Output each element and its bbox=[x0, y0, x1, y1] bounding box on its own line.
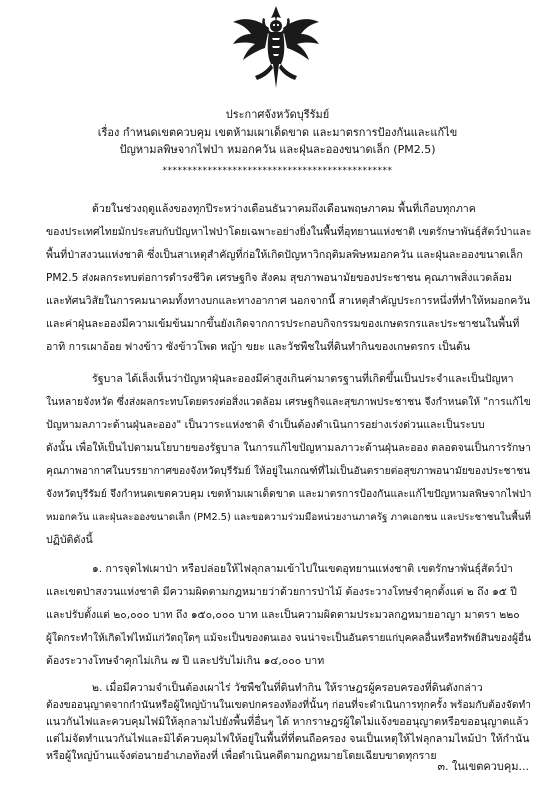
announcement-title: ประกาศจังหวัดบุรีรัมย์ bbox=[225, 108, 330, 121]
clause-1-line: และเขตป่าสงวนแห่งชาติ มีความผิดตามกฎหมายว่าด้วยการป่าไม้ ต้องระวางโทษจำคุกตั้งแต่ ๒ ถึง ๑๕ ปี bbox=[46, 586, 517, 598]
paragraph-2-line: ปฏิบัติดังนี้ bbox=[46, 534, 93, 546]
paragraph-1-line: PM2.5 ส่งผลกระทบต่อการดำรงชีวิต เศรษฐกิจ สังคม สุขภาพอนามัยของประชาชน คุณภาพสิ่งแวดล้อม bbox=[46, 272, 513, 284]
clause-2-line: หรือผู้ใหญ่บ้านแจ้งต่อนายอำเภอท้องที่ เพื่อดำเนินคดีตามกฎหมายโดยเฉียบขาดทุกราย bbox=[46, 750, 437, 762]
continuation-note: ๓. ในเขตควบคุม... bbox=[437, 760, 529, 773]
paragraph-1-line: และค่าฝุ่นละอองมีความเข้มข้นมากขึ้นยังเกิดจากการประกอบกิจกรรมของเกษตรกรและประชาชนในพื้นที่ bbox=[46, 318, 520, 330]
clause-1-line: และปรับตั้งแต่ ๒๐,๐๐๐ บาท ถึง ๑๕๐,๐๐๐ บาท และเป็นความผิดตามประมวลกฎหมายอาญา มาตรา ๒๒๐ bbox=[46, 609, 520, 621]
paragraph-1-line: ด้วยในช่วงฤดูแล้งของทุกปีระหว่างเดือนธันวาคมถึงเดือนพฤษภาคม พื้นที่เกือบทุกภาค bbox=[92, 203, 476, 215]
clause-1-line: ๑. การจุดไฟเผาป่า หรือปล่อยให้ไฟลุกลามเข้าไปในเขตอุทยานแห่งชาติ เขตรักษาพันธุ์สัตว์ป่า bbox=[92, 563, 513, 575]
clause-2-line: ต้องขออนุญาตจากกำนันหรือผู้ใหญ่บ้านในเขตปกครองท้องที่นั้นๆ ก่อนที่จะดำเนินการทุกครั้ง พร้อมกับต้องจัดทำ bbox=[46, 699, 532, 711]
paragraph-1-line: พื้นที่ป่าสงวนแห่งชาติ ซึ่งเป็นสาเหตุสำคัญที่ก่อให้เกิดปัญหาวิกฤติมลพิษหมอกควัน และฝุ่นละอองขนาดเล็ก bbox=[46, 249, 523, 261]
announcement-subject-line-1: เรื่อง กำหนดเขตควบคุม เขตห้ามเผาเด็ดขาด และมาตรการป้องกันและแก้ไข bbox=[97, 126, 458, 139]
clause-2-line: ๒. เมื่อมีความจำเป็นต้องเผาไร่ วัชพืชในที่ดินทำกิน ให้ราษฎรผู้ครอบครองที่ดินดังกล่าว bbox=[92, 682, 483, 694]
garuda-emblem-icon bbox=[231, 4, 321, 90]
paragraph-2-line: ปัญหามลภาวะด้านฝุ่นละออง" เป็นวาระแห่งชาติ จำเป็นต้องดำเนินการอย่างเร่งด่วนและเป็นระบบ bbox=[46, 419, 485, 431]
paragraph-2-line: รัฐบาล ได้เล็งเห็นว่าปัญหาฝุ่นละอองมีค่าสูงเกินค่ามาตรฐานที่เกิดขึ้นเป็นประจำและเป็นปัญหา bbox=[92, 373, 514, 385]
paragraph-2-line: ในหลายจังหวัด ซึ่งส่งผลกระทบโดยตรงต่อสิ่งแวดล้อม เศรษฐกิจและสุขภาพประชาชน จึงกำหนดให้ "การแก้ไข bbox=[46, 396, 531, 408]
clause-2-line: แต่ไม่จัดทำแนวกันไฟและมิได้ควบคุมไฟให้อยู่ในพื้นที่ที่ตนถือครอง จนเป็นเหตุให้ไฟลุกลามไหม้ป่า ให้กำนัน bbox=[46, 733, 530, 745]
clause-1-line: ต้องระวางโทษจำคุกไม่เกิน ๗ ปี และปรับไม่เกิน ๑๔,๐๐๐ บาท bbox=[46, 655, 325, 667]
paragraph-2-line: คุณภาพอากาศในบรรยากาศของจังหวัดบุรีรัมย์ ให้อยู่ในเกณฑ์ที่ไม่เป็นอันตรายต่อสุขภาพอนามัยของประชาชน bbox=[46, 465, 531, 477]
separator-line: ********************************************** bbox=[162, 166, 393, 176]
paragraph-2-line: หมอกควัน และฝุ่นละอองขนาดเล็ก (PM2.5) และขอความร่วมมือหน่วยงานภาครัฐ ภาคเอกชน และประชาชนในพื้นที่ bbox=[46, 512, 531, 523]
paragraph-1-line: ของประเทศไทยมักประสบกับปัญหาไฟป่าโดยเฉพาะอย่างยิ่งในพื้นที่อุทยานแห่งชาติ เขตรักษาพันธุ์สัตว์ป่าและ bbox=[46, 226, 532, 238]
paragraph-2-line: จังหวัดบุรีรัมย์ จึงกำหนดเขตควบคุม เขตห้ามเผาเด็ดขาด และมาตรการป้องกันและแก้ไขปัญหามลพิษจากไฟป่า bbox=[46, 488, 532, 500]
paragraph-1-line: อาทิ การเผาอ้อย ฟางข้าว ซังข้าวโพด หญ้า ขยะ และวัชพืชในที่ดินทำกินของเกษตรกร เป็นต้น bbox=[46, 341, 471, 353]
announcement-subject-line-2: ปัญหามลพิษจากไฟป่า หมอกควัน และฝุ่นละอองขนาดเล็ก (PM2.5) bbox=[119, 143, 436, 156]
paragraph-2-line: ดังนั้น เพื่อให้เป็นไปตามนโยบายของรัฐบาล ในการแก้ไขปัญหามลภาวะด้านฝุ่นละออง ตลอดจนเป็นการรักษา bbox=[46, 442, 531, 454]
clause-1-line: ผู้ใดกระทำให้เกิดไฟไหม้แก่วัตถุใดๆ แม้จะเป็นของตนเอง จนน่าจะเป็นอันตรายแก่บุคคลอื่นหรือทรัพย์สินของผู้อื่น bbox=[46, 633, 532, 644]
clause-2-line: แนวกันไฟและควบคุมไฟมิให้ลุกลามไปยังพื้นที่อื่นๆ ได้ หากราษฎรผู้ใดไม่แจ้งขออนุญาตหรือขออนุญาตแล้ว bbox=[46, 716, 529, 728]
paragraph-1-line: และทัศนวิสัยในการคมนาคมทั้งทางบกและทางอากาศ นอกจากนี้ สาเหตุสำคัญประการหนึ่งที่ทำให้หมอกควัน bbox=[46, 295, 531, 307]
